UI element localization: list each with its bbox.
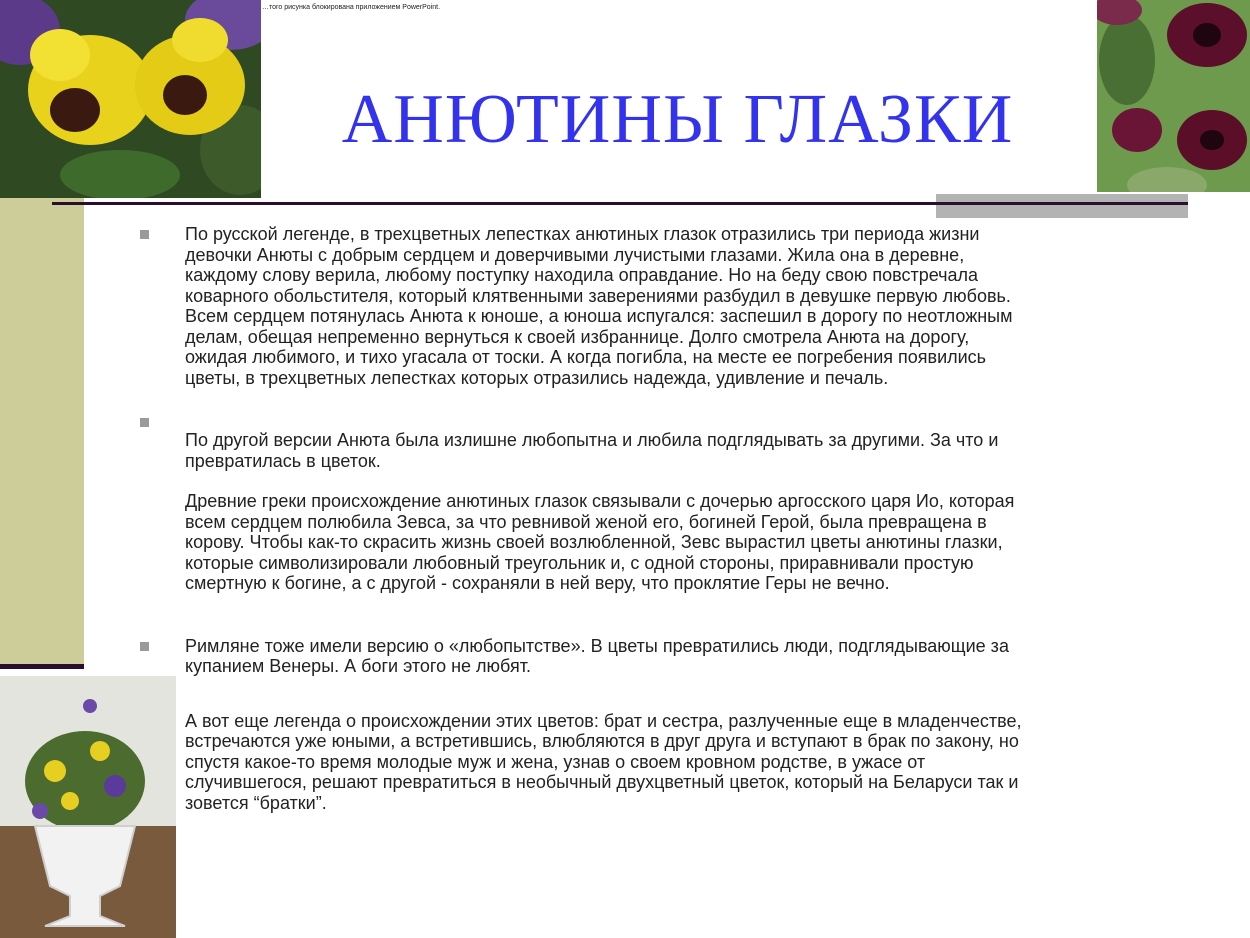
paragraph-greek-legend: Древние греки происхождение анютиных глазок связывали с дочерью аргосского царя Ио, которая всем сердцем полюбила Зевса, за что ревнивой женой его, богиней Герой, была превращена в корову. Чтобы как-то скрасить жизнь своей возлюбленной, Зевс вырастил цветы анютины глазки, которые символизировали любовный треугольник и, с одной стороны, приравнивали простую смертную к богине, а с другой - сохраняли в ней веру, что проклятие Геры не вечно.: [185, 491, 1015, 593]
bullet-roman-version: [140, 636, 1180, 814]
title-rule-gray-block: [936, 194, 1188, 218]
bullet-square-icon: [140, 230, 149, 239]
title-rule: [52, 202, 1188, 205]
decorative-left-line: [0, 664, 84, 669]
dark-red-pansies-photo: [1097, 0, 1250, 192]
slide-title: АНЮТИНЫ ГЛАЗКИ: [341, 81, 1014, 158]
paragraph-curious-anyuta: По другой версии Анюта была излишне любопытна и любила подглядывать за другими. За что и превратилась в цветок.: [185, 430, 999, 471]
decorative-left-band: [0, 198, 84, 666]
slide-content: [140, 224, 1180, 813]
paragraph-brother-sister-legend: А вот еще легенда о происхождении этих цветов: брат и сестра, разлученные еще в младенчестве, встречаются уже юными, а встретившись, влюбляются в друг друга и вступают в брак по закону, но спустя какое-то время молодые муж и жена, узнав о своем кровном родстве, в ужасе от случившегося, решают превратиться в необычный двухцветный цветок, который на Беларуси так и зовется “братки”.: [185, 710, 1022, 813]
bullet-russian-legend: [140, 224, 1180, 388]
bullet-square-icon: [140, 418, 149, 427]
bullet-other-versions: [140, 410, 1180, 594]
paragraph-roman-version: Римляне тоже имели версию о «любопытстве». В цветы превратились люди, подглядывающие за купанием Венеры. А боги этого не любят.: [185, 635, 1009, 676]
paragraph-russian-legend: По русской легенде, в трехцветных лепестках анютиных глазок отразились три периода жизни девочки Анюты с добрым сердцем и доверчивыми лучистыми глазами. Жила она в деревне, каждому слову верила, любому поступку находила оправдание. Но на беду свою повстречала коварного обольстителя, который клятвенными заверениями разбудил в девушке первую любовь. Всем сердцем потянулась Анюта к юноше, а юноша испугался: заспешил в дорогу по неотложным делам, обещая непременно вернуться к своей избраннице. Долго смотрела Анюта на дорогу, ожидая любимого, и тихо угасала от тоски. А когда погибла, на месте ее погребения появились цветы, в трехцветных лепестках которых отразились надежда, удивление и печаль.: [185, 224, 1013, 388]
yellow-pansies-photo: [0, 0, 261, 198]
blocked-image-notice: …того рисунка блокирована приложением PowerPoint.: [262, 4, 441, 11]
bullet-square-icon: [140, 642, 149, 651]
